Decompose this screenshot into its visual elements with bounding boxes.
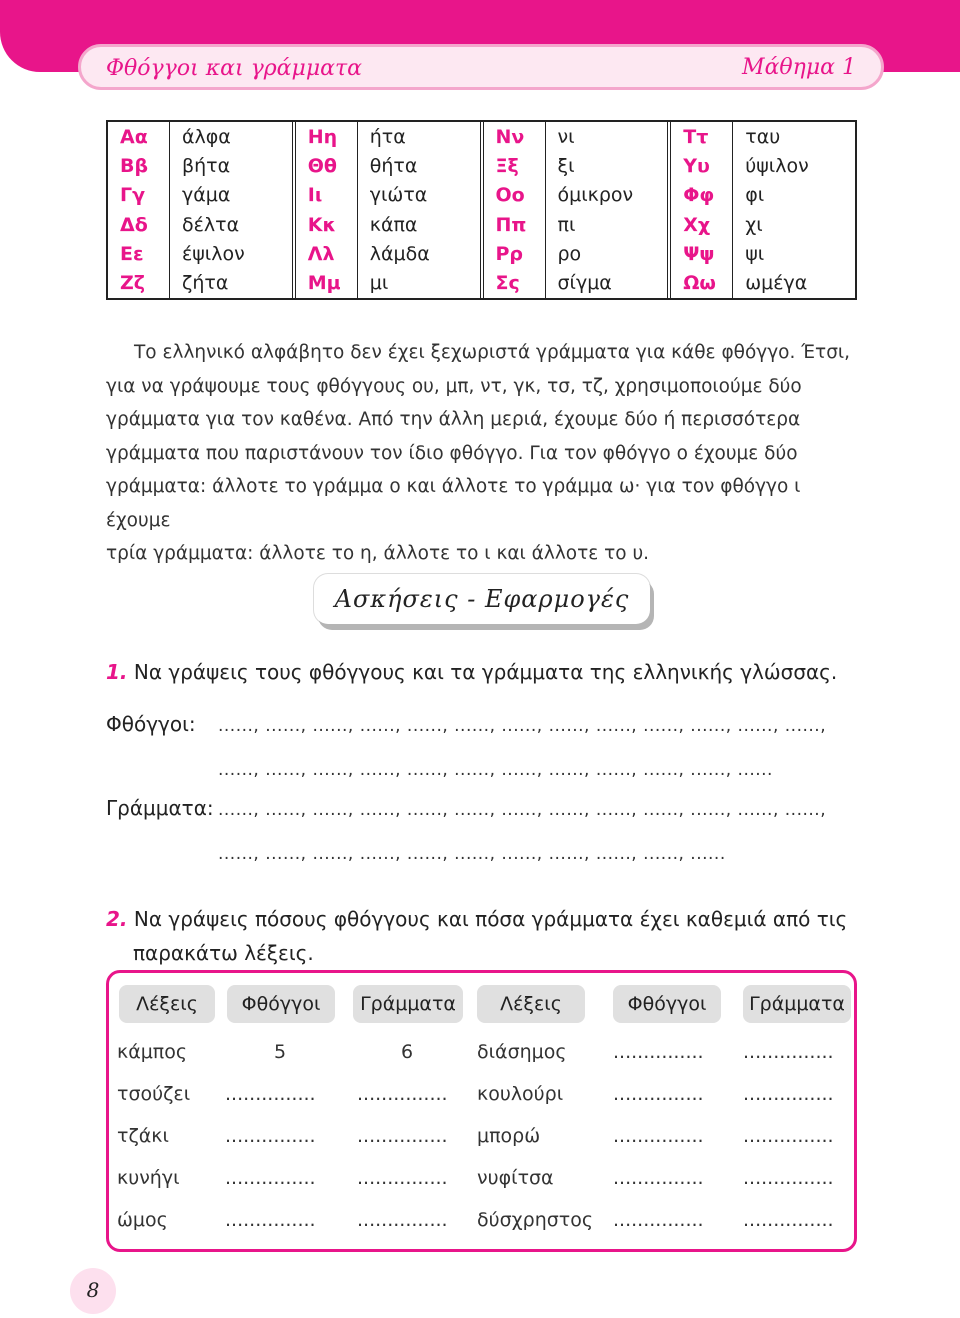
sounds-cell[interactable]: ............... <box>613 1083 704 1105</box>
sounds-cell[interactable]: ............... <box>225 1125 316 1147</box>
letter-pair: Εε <box>108 239 170 268</box>
letter-pair: Ιι <box>296 181 358 210</box>
paragraph-line: Το ελληνικό αλφάβητο δεν έχει ξεχωριστά γράμματα για κάθε φθόγγο. Έτσι, <box>134 342 851 363</box>
letters-cell[interactable]: ............... <box>743 1125 834 1147</box>
word-cell: ώμος <box>117 1209 168 1231</box>
alphabet-row <box>484 239 668 268</box>
sounds-label: Φθόγγοι: <box>106 712 196 736</box>
alphabet-column <box>484 122 672 298</box>
letter-name: πι <box>557 213 576 236</box>
answer-line[interactable]: ......, ......, ......, ......, ......, ......, ......, ......, ......, ......, ......, ......, ......, <box>218 800 827 820</box>
letter-name: λάμδα <box>369 242 430 265</box>
section-title: Ασκήσεις - Εφαρμογές <box>334 585 630 613</box>
letters-cell[interactable]: ............... <box>357 1209 448 1231</box>
letter-pair: Ττ <box>671 122 733 151</box>
alphabet-row <box>296 122 480 151</box>
exercise-number: 1. <box>106 660 128 684</box>
paragraph-line: για να γράψουμε τους φθόγγους ου, μπ, ντ, γκ, τσ, τζ, χρησιμοποιούμε δύο <box>106 375 802 397</box>
alphabet-row <box>671 210 855 239</box>
letter-pair: Χχ <box>671 210 733 239</box>
alphabet-column <box>296 122 484 298</box>
letter-pair: Οο <box>484 181 546 210</box>
column-header: Λέξεις <box>477 985 585 1023</box>
letter-pair: Ρρ <box>484 239 546 268</box>
letter-pair: Μμ <box>296 269 358 298</box>
letter-name: χι <box>745 213 763 236</box>
exercise-text: παρακάτω λέξεις. <box>133 941 314 965</box>
alphabet-row <box>671 181 855 210</box>
letter-pair: Ππ <box>484 210 546 239</box>
word-cell: νυφίτσα <box>477 1167 554 1189</box>
letters-cell[interactable]: ............... <box>357 1167 448 1189</box>
column-header: Γράμματα <box>353 985 463 1023</box>
column-header: Λέξεις <box>119 985 215 1023</box>
alphabet-row <box>484 122 668 151</box>
letters-cell: 6 <box>401 1041 414 1063</box>
letters-cell[interactable]: ............... <box>743 1041 834 1063</box>
letters-label: Γράμματα: <box>106 796 214 820</box>
letter-name: ξι <box>557 154 575 177</box>
letters-cell[interactable]: ............... <box>357 1083 448 1105</box>
letter-pair: Αα <box>108 122 170 151</box>
alphabet-row <box>108 151 292 180</box>
sounds-cell[interactable]: ............... <box>613 1209 704 1231</box>
letter-pair: Δδ <box>108 210 170 239</box>
alphabet-row <box>296 181 480 210</box>
letter-name: ρο <box>557 242 582 265</box>
letters-cell[interactable]: ............... <box>357 1125 448 1147</box>
exercises-section-tab <box>314 574 650 624</box>
letter-pair: Ξξ <box>484 151 546 180</box>
exercise-2-prompt <box>106 902 866 970</box>
letter-name: ψι <box>745 242 765 265</box>
letters-cell[interactable]: ............... <box>743 1083 834 1105</box>
letter-name: όμικρον <box>557 184 634 207</box>
letter-name: βήτα <box>182 154 231 177</box>
page-number: 8 <box>86 1278 100 1302</box>
letter-name: μι <box>369 272 389 295</box>
sounds-cell[interactable]: ............... <box>613 1167 704 1189</box>
letter-pair: Ζζ <box>108 269 170 298</box>
letter-name: δέλτα <box>182 213 240 236</box>
alphabet-row <box>296 239 480 268</box>
word-cell: τζάκι <box>117 1125 169 1147</box>
letter-name: ήτα <box>369 125 406 148</box>
letter-name: γάμα <box>182 184 231 207</box>
alphabet-row <box>296 151 480 180</box>
sounds-cell[interactable]: ............... <box>613 1125 704 1147</box>
intro-paragraph <box>106 336 858 571</box>
alphabet-row <box>108 210 292 239</box>
letters-cell[interactable]: ............... <box>743 1209 834 1231</box>
letter-pair: Γγ <box>108 181 170 210</box>
exercise-number: 2. <box>106 907 128 931</box>
column-header: Γράμματα <box>743 985 851 1023</box>
answer-line[interactable]: ......, ......, ......, ......, ......, ......, ......, ......, ......, ......, ...... <box>218 844 726 864</box>
sounds-cell[interactable]: ............... <box>225 1209 316 1231</box>
letter-pair: Υυ <box>671 151 733 180</box>
exercise-text: Να γράψεις πόσους φθόγγους και πόσα γράμματα έχει καθεμιά από τις <box>133 907 848 931</box>
letter-pair: Ββ <box>108 151 170 180</box>
letter-name: κάπα <box>369 213 418 236</box>
sounds-cell[interactable]: ............... <box>225 1083 316 1105</box>
letter-pair: Ωω <box>671 269 733 298</box>
letter-name: ωμέγα <box>745 272 808 295</box>
letter-pair: Ψψ <box>671 239 733 268</box>
alphabet-row <box>671 239 855 268</box>
page-title: Φθόγγοι και γράμματα <box>106 56 363 81</box>
alphabet-row <box>108 122 292 151</box>
word-cell: τσούζει <box>117 1083 191 1105</box>
exercise-text: Να γράψεις τους φθόγγους και τα γράμματα της ελληνικής γλώσσας. <box>133 660 838 684</box>
alphabet-row <box>484 269 668 298</box>
alphabet-column <box>108 122 296 298</box>
alphabet-row <box>671 269 855 298</box>
paragraph-line: γράμματα: άλλοτε το γράμμα ο και άλλοτε το γράμμα ω· για τον φθόγγο ι έχουμε <box>106 476 801 531</box>
page-number-badge <box>70 1268 116 1314</box>
words-table <box>106 970 857 1252</box>
letter-name: έψιλον <box>182 242 245 265</box>
alphabet-row <box>671 151 855 180</box>
paragraph-line: τρία γράμματα: άλλοτε το η, άλλοτε το ι και άλλοτε το υ. <box>106 543 650 564</box>
alphabet-row <box>108 239 292 268</box>
alphabet-row <box>108 269 292 298</box>
answer-line[interactable]: ......, ......, ......, ......, ......, ......, ......, ......, ......, ......, ......, ......, ......, <box>218 716 827 736</box>
paragraph-line: γράμματα για τον καθένα. Από την άλλη μεριά, έχουμε δύο ή περισσότερα <box>106 409 801 430</box>
alphabet-row <box>484 181 668 210</box>
sounds-cell: 5 <box>274 1041 287 1063</box>
word-cell: διάσημος <box>477 1041 567 1063</box>
letter-name: σίγμα <box>557 272 612 295</box>
letter-pair: Ηη <box>296 122 358 151</box>
alphabet-row <box>484 210 668 239</box>
letter-name: φι <box>745 184 765 207</box>
letter-name: νι <box>557 125 575 148</box>
letter-name: γιώτα <box>369 184 428 207</box>
sounds-cell[interactable]: ............... <box>225 1167 316 1189</box>
letter-pair: Θθ <box>296 151 358 180</box>
letter-pair: Φφ <box>671 181 733 210</box>
letter-name: άλφα <box>182 125 231 148</box>
letter-pair: Νν <box>484 122 546 151</box>
alphabet-row <box>108 181 292 210</box>
letter-name: θήτα <box>369 154 418 177</box>
alphabet-table <box>106 120 857 300</box>
word-cell: κυνήγι <box>117 1167 180 1189</box>
alphabet-row <box>671 122 855 151</box>
answer-line[interactable]: ......, ......, ......, ......, ......, ......, ......, ......, ......, ......, ......, ...... <box>218 760 773 780</box>
alphabet-row <box>296 210 480 239</box>
letter-name: ζήτα <box>182 272 229 295</box>
alphabet-row <box>296 269 480 298</box>
letters-cell[interactable]: ............... <box>743 1167 834 1189</box>
alphabet-column <box>671 122 855 298</box>
word-cell: κάμπος <box>117 1041 188 1063</box>
letter-pair: Σς <box>484 269 546 298</box>
alphabet-row <box>484 151 668 180</box>
lesson-label: Μάθημα 1 <box>742 55 856 80</box>
column-header: Φθόγγοι <box>613 985 721 1023</box>
paragraph-line: γράμματα που παριστάνουν τον ίδιο φθόγγο. Για τον φθόγγο ο έχουμε δύο <box>106 442 798 464</box>
word-cell: δύσχρηστος <box>477 1209 593 1231</box>
sounds-cell[interactable]: ............... <box>613 1041 704 1063</box>
letter-pair: Κκ <box>296 210 358 239</box>
exercise-1-prompt <box>106 660 837 684</box>
word-cell: κουλούρι <box>477 1083 564 1105</box>
column-header: Φθόγγοι <box>227 985 335 1023</box>
letter-name: ύψιλον <box>745 154 809 177</box>
letter-pair: Λλ <box>296 239 358 268</box>
letter-name: ταυ <box>745 125 781 148</box>
word-cell: μπορώ <box>477 1125 541 1147</box>
